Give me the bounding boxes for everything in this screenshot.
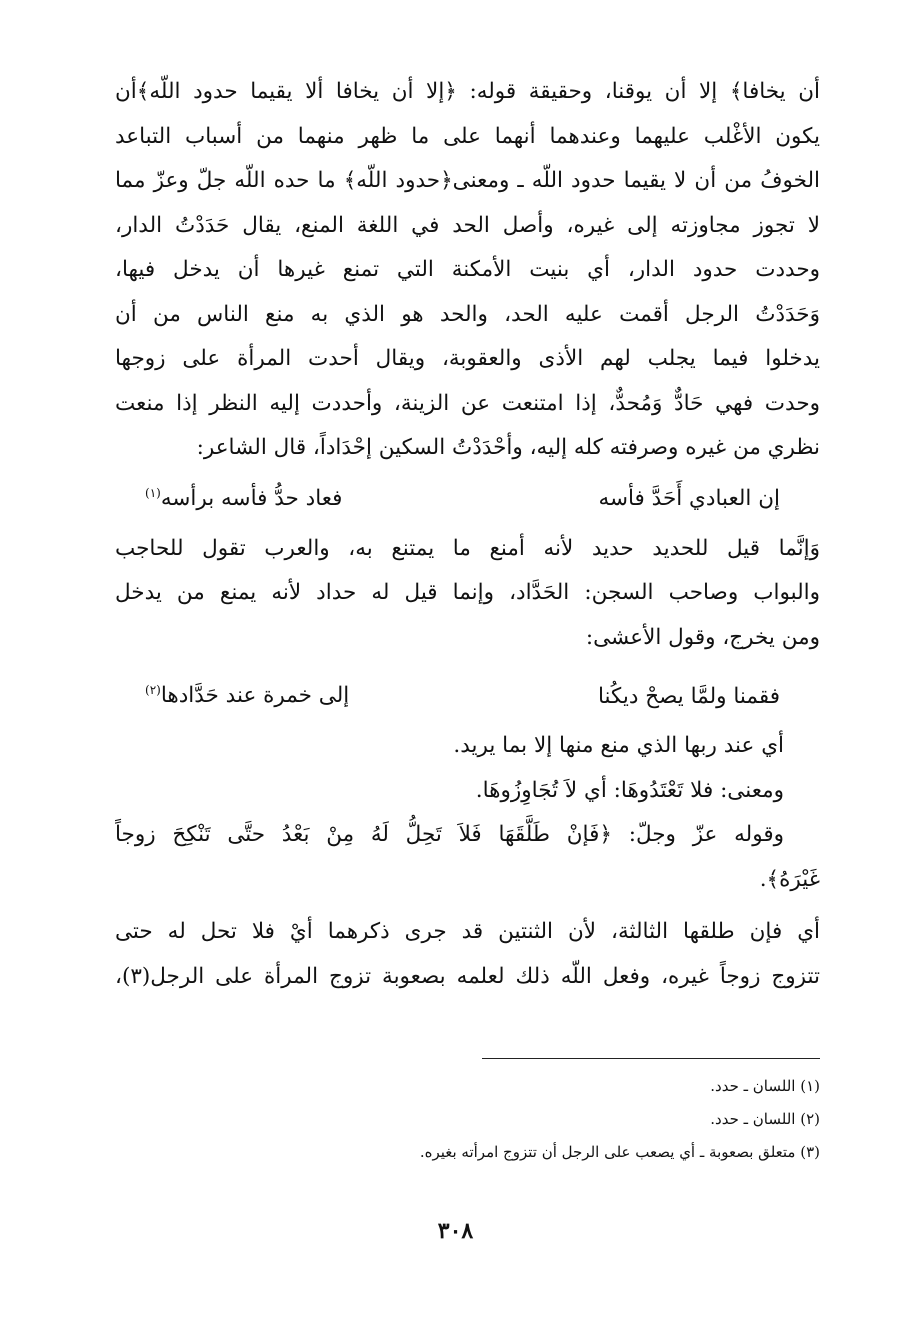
text-line: وحددت حدود الدار، أي بنيت الأمكنة التي تمنع غيرها أن يدخل فيها،	[115, 257, 820, 282]
text-line: تتزوج زوجاً غيره، وفعل اللّه ذلك لعلمه بصعوبة تزوج المرأة على الرجل(٣)،	[115, 963, 820, 989]
footnote-separator	[482, 1058, 820, 1059]
text-line: أن يخافا﴾ إلا أن يوقنا، وحقيقة قوله: ﴿إلا أن يخافا ألا يقيما حدود اللّه﴾أن	[115, 79, 820, 104]
verse-hemistich-left: إلى خمرة عند حَدَّادها$^{(٢)}$	[145, 683, 350, 709]
verse-hemistich-left: فعاد حدُّ فأسه برأسه$^{(١)}$	[145, 485, 343, 512]
text-line: نظري من غيره وصرفته كله إليه، وأحْدَدْتُ السكين إحْدَاداً، قال الشاعر:	[196, 435, 820, 460]
footnote-1: (١) اللسان ـ حدد.	[710, 1077, 820, 1095]
verse-hemistich-right: فقمنا ولمَّا يصحْ ديكُنا	[597, 683, 780, 709]
text-line: وحدت فهي حَادٌّ وَمُحدٌّ، إذا امتنعت عن الزينة، وأحددت إليه النظر إذا منعت	[115, 390, 820, 416]
text-line: وَحَدَدْتُ الرجل أقمت عليه الحد، والحد هو الذي به منع الناس من أن	[115, 301, 820, 327]
main-text	[115, 70, 820, 999]
footnote-3: (٣) متعلق بصعوبة ـ أي يصعب على الرجل أن تتزوج امرأته بغيره.	[419, 1143, 820, 1161]
text-line: لا تجوز مجاوزته إلى غيره، وأصل الحد في اللغة المنع، يقال حَدَدْتُ الدار،	[115, 212, 820, 238]
text-line: والبواب وصاحب السجن: الحَدَّاد، وإنما قيل له حداد لأنه يمنع من يدخل	[115, 580, 820, 605]
text-line: وَإنَّما قيل للحديد حديد لأنه أمنع ما يمتنع به، والعرب تقول للحاجب	[115, 535, 820, 561]
text-line: يكون الأغْلب عليهما وعندهما أنهما على ما ظهر منهما من أسباب التباعد	[115, 123, 820, 149]
text-line: أي عند ربها الذي منع منها إلا بما يريد.	[453, 733, 784, 758]
text-line: ومعنى: فلا تَعْتَدُوهَا: أي لاَ تُجَاوِزُوهَا.	[475, 777, 784, 803]
verse-hemistich-right: إن العبادي أَحَدَّ فأسه	[598, 486, 780, 511]
text-line: يدخلوا فيما يجلب لهم الأذى والعقوبة، ويقال أحدت المرأة على زوجها	[115, 346, 820, 371]
poetry-verse-1	[115, 471, 820, 527]
page-number: ٣٠٨	[437, 1218, 474, 1244]
text-line: أي فإن طلقها الثالثة، لأن الثنتين قد جرى ذكرهما أيْ فلا تحل له حتى	[115, 919, 820, 944]
footnotes	[115, 1070, 820, 1169]
poetry-verse-2	[115, 668, 820, 724]
text-line: الخوفُ من أن لا يقيما حدود اللّه ـ ومعنى﴿حدود اللّه﴾ ما حده اللّه جلّ وعزّ مما	[115, 168, 820, 193]
footnote-ref-1: (١)	[145, 485, 161, 500]
text-line: غَيْرَهُ﴾.	[759, 866, 820, 892]
text-line: ومن يخرج، وقول الأعشى:	[585, 624, 820, 650]
text-line: وقوله عزّ وجلّ: ﴿فَإنْ طَلَّقَهَا فَلاَ تَحِلُّ لَهُ مِنْ بَعْدُ حتَّى تَنْكِحَ زوجاً	[115, 822, 784, 847]
footnote-2: (٢) اللسان ـ حدد.	[710, 1110, 820, 1128]
footnote-ref-2: (٢)	[145, 683, 161, 698]
